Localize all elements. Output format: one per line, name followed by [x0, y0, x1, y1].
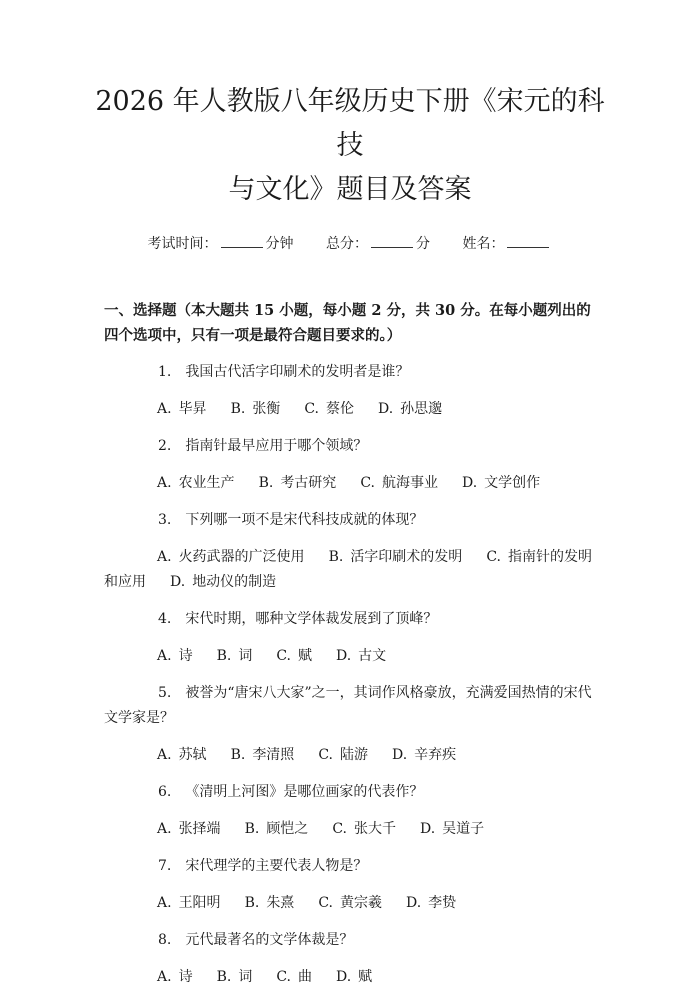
time-blank [221, 233, 263, 248]
option-c [360, 475, 438, 491]
option-letter: B. [244, 895, 260, 911]
question-item [104, 854, 596, 916]
option-letter: A. [157, 969, 172, 985]
option-text: 顾恺之 [266, 821, 309, 837]
question-number: 4. [158, 611, 172, 627]
question-options [104, 965, 596, 990]
option-letter: A. [157, 549, 172, 565]
option-text: 诗 [178, 648, 193, 664]
option-a [157, 549, 305, 565]
option-d [462, 475, 540, 491]
option-c [276, 969, 312, 985]
option-text: 古文 [358, 648, 387, 664]
question-options [104, 817, 596, 842]
option-letter: C. [486, 549, 501, 565]
option-letter: D. [377, 401, 394, 417]
question-options [104, 743, 596, 768]
question-stem [104, 780, 596, 805]
option-text: 文学创作 [484, 475, 541, 491]
option-b [329, 549, 463, 565]
option-letter: C. [276, 648, 291, 664]
question-number: 3. [158, 512, 172, 528]
option-d [420, 821, 484, 837]
question-options [104, 545, 596, 595]
option-letter: A. [157, 401, 172, 417]
question-stem [104, 854, 596, 879]
option-letter: A. [157, 821, 172, 837]
option-letter: C. [304, 401, 319, 417]
option-b [259, 475, 337, 491]
option-c [304, 401, 354, 417]
option-letter: A. [157, 747, 172, 763]
option-c [318, 747, 368, 763]
option-text: 苏轼 [178, 747, 207, 763]
question-text: 下列哪一项不是宋代科技成就的体现？ [185, 512, 424, 528]
option-letter: B. [230, 747, 246, 763]
option-text: 活字印刷术的发明 [350, 549, 463, 565]
option-d [406, 895, 456, 911]
option-text: 陆游 [339, 747, 368, 763]
option-b [217, 969, 253, 985]
option-text: 李贽 [428, 895, 457, 911]
option-letter: D. [335, 648, 352, 664]
score-blank [371, 233, 413, 248]
option-letter: B. [328, 549, 344, 565]
question-options [104, 397, 596, 422]
option-text: 张衡 [252, 401, 281, 417]
question-list [104, 360, 596, 990]
question-item [104, 780, 596, 842]
option-letter: D. [419, 821, 436, 837]
option-letter: C. [318, 895, 333, 911]
document-title [90, 80, 610, 212]
question-options [104, 471, 596, 496]
option-text: 赋 [297, 648, 312, 664]
option-text: 张大千 [353, 821, 396, 837]
option-a [157, 747, 207, 763]
question-stem [104, 928, 596, 953]
title-line-1: 2026 年人教版八年级历史下册《宋元的科技 [95, 86, 605, 161]
exam-meta [104, 233, 596, 254]
question-stem [104, 434, 596, 459]
option-letter: D. [391, 747, 408, 763]
question-item [104, 681, 596, 768]
option-d [336, 969, 372, 985]
exam-time [148, 236, 294, 252]
option-letter: D. [461, 475, 478, 491]
option-letter: A. [157, 648, 172, 664]
section-heading: 一、选择题（本大题共 15 小题，每小题 2 分，共 30 分。在每小题列出的四个选项中，只有一项是最符合题目要求的。） [104, 302, 591, 344]
option-text: 吴道子 [442, 821, 485, 837]
option-text: 火药武器的广泛使用 [178, 549, 305, 565]
option-text: 航海事业 [381, 475, 438, 491]
question-item [104, 607, 596, 669]
option-b [245, 895, 295, 911]
score-unit: 分 [416, 236, 430, 252]
option-text: 辛弃疾 [414, 747, 457, 763]
option-b [231, 747, 295, 763]
option-letter: D. [405, 895, 422, 911]
question-number: 2. [158, 438, 172, 454]
option-c [318, 895, 382, 911]
option-c [276, 648, 312, 664]
title-line-2: 与文化》题目及答案 [228, 174, 472, 205]
option-d [392, 747, 456, 763]
option-b [217, 648, 253, 664]
option-b [245, 821, 309, 837]
question-text: 《清明上河图》是哪位画家的代表作？ [185, 784, 424, 800]
question-options [104, 644, 596, 669]
option-letter: B. [216, 969, 232, 985]
question-text: 被誉为“唐宋八大家”之一，其词作风格豪放，充满爱国热情的宋代文学家是？ [104, 685, 592, 726]
option-letter: C. [332, 821, 347, 837]
question-number: 8. [158, 932, 172, 948]
student-name [462, 236, 552, 252]
option-text: 孙思邈 [400, 401, 443, 417]
question-number: 7. [158, 858, 172, 874]
option-letter: B. [216, 648, 232, 664]
question-stem [104, 508, 596, 533]
option-a [157, 969, 193, 985]
option-text: 曲 [297, 969, 312, 985]
question-text: 宋代理学的主要代表人物是？ [185, 858, 368, 874]
question-text: 指南针最早应用于哪个领域？ [185, 438, 368, 454]
option-text: 赋 [358, 969, 373, 985]
option-letter: C. [318, 747, 333, 763]
option-c [332, 821, 396, 837]
option-text: 词 [238, 969, 253, 985]
option-text: 指南针的发明和应用 [104, 549, 592, 590]
option-letter: B. [244, 821, 260, 837]
option-letter: C. [276, 969, 291, 985]
question-text: 宋代时期，哪种文学体裁发展到了顶峰？ [185, 611, 438, 627]
option-text: 王阳明 [178, 895, 221, 911]
option-text: 朱熹 [266, 895, 295, 911]
option-letter: C. [360, 475, 375, 491]
option-text: 张择端 [178, 821, 221, 837]
option-text: 地动仪的制造 [192, 574, 277, 590]
question-number: 6. [158, 784, 172, 800]
time-label: 考试时间： [147, 236, 218, 252]
option-text: 农业生产 [178, 475, 235, 491]
option-letter: B. [258, 475, 274, 491]
option-a [157, 401, 207, 417]
question-item [104, 360, 596, 422]
time-unit: 分钟 [265, 236, 294, 252]
question-text: 我国古代活字印刷术的发明者是谁？ [185, 364, 410, 380]
question-number: 5. [158, 685, 172, 701]
question-text: 元代最著名的文学体裁是？ [185, 932, 354, 948]
option-letter: A. [157, 895, 172, 911]
question-item [104, 928, 596, 990]
option-a [157, 648, 193, 664]
option-letter: D. [170, 574, 186, 590]
option-a [157, 895, 221, 911]
option-letter: D. [335, 969, 352, 985]
option-text: 蔡伦 [325, 401, 354, 417]
question-options [104, 891, 596, 916]
score-label: 总分： [326, 236, 368, 252]
option-text: 考古研究 [280, 475, 337, 491]
question-stem [104, 681, 596, 731]
option-d [378, 401, 442, 417]
option-a [157, 821, 221, 837]
option-d [170, 574, 276, 590]
option-text: 词 [238, 648, 253, 664]
option-text: 李清照 [252, 747, 295, 763]
option-d [336, 648, 386, 664]
total-score [326, 236, 430, 252]
option-letter: B. [230, 401, 246, 417]
question-stem [104, 360, 596, 385]
option-a [157, 475, 235, 491]
option-text: 毕昇 [178, 401, 207, 417]
option-letter: A. [157, 475, 172, 491]
option-b [231, 401, 281, 417]
question-item [104, 434, 596, 496]
name-label: 姓名： [462, 236, 505, 252]
name-blank [507, 233, 549, 248]
option-text: 诗 [178, 969, 193, 985]
option-text: 黄宗羲 [339, 895, 382, 911]
question-item [104, 508, 596, 595]
question-number: 1. [158, 364, 172, 380]
question-stem [104, 607, 596, 632]
